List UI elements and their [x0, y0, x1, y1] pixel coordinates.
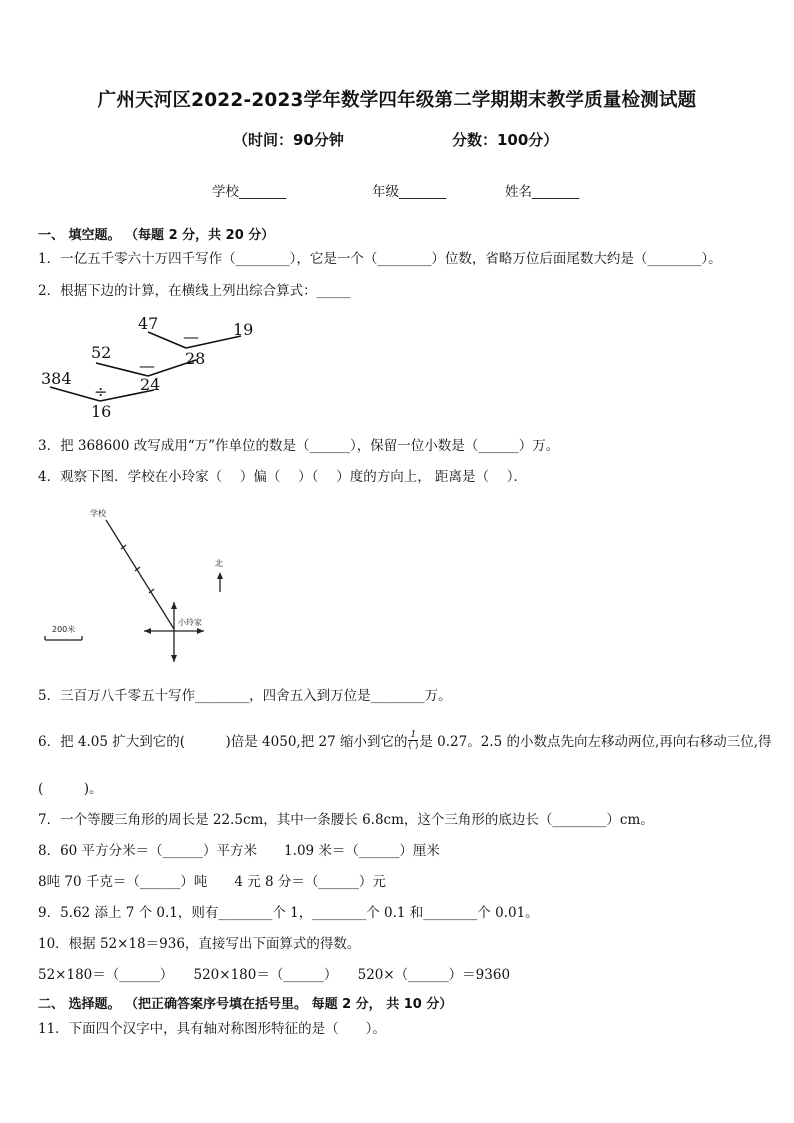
tree-line [50, 387, 100, 401]
number-16: 16 [91, 402, 112, 421]
question-2: 2．根据下边的计算，在横线上列出综合算式：_____ [38, 283, 351, 299]
north-label: 北 [215, 559, 223, 568]
exam-time: （时间：90分钟 [233, 131, 344, 149]
school-direction-line [106, 520, 174, 629]
north-arrow-head [217, 572, 223, 579]
question-4: 4．观察下图．学校在小玲家（ ）偏（ ）（ ）度的方向上， 距离是（ ）． [38, 469, 528, 485]
school-field: 学校_______ [212, 184, 287, 200]
question-1: 1．一亿五千零六十万四千写作（________），它是一个（________）位数，省略万位后面尾数大约是（________）。 [38, 251, 722, 267]
number-52: 52 [91, 343, 112, 362]
section-2-heading: 二、 选择题。 （把正确答案序号填在括号里。 每题 2 分， 共 10 分） [38, 997, 453, 1012]
minus-sign: — [139, 356, 155, 375]
question-11: 11．下面四个汉字中，具有轴对称图形特征的是（ ）。 [38, 1021, 386, 1037]
number-19: 19 [233, 320, 254, 339]
question-10-answers: 52×180＝（______） 520×180＝（______） 520×（______）＝9360 [38, 967, 511, 983]
question-6-part-a: 6．把 4.05 扩大到它的( )倍是 4050,把 27 缩小到它的 [38, 734, 408, 750]
direction-map-figure [40, 500, 240, 670]
exam-title: 广州天河区2022-2023学年数学四年级第二学期期末教学质量检测试题 [97, 90, 697, 111]
question-8-line-1: 8．60 平方分米＝（______）平方米 1.09 米＝（______）厘米 [38, 843, 440, 859]
scale-label: 200米 [52, 625, 76, 634]
number-28: 28 [185, 349, 206, 368]
grade-field: 年级_______ [372, 184, 447, 200]
arrow-head [171, 655, 177, 662]
tree-line [148, 332, 186, 348]
division-sign: ÷ [94, 382, 108, 401]
minus-sign: — [183, 327, 199, 346]
fraction [408, 730, 418, 751]
question-6-answer: ( )。 [38, 781, 103, 797]
home-label: 小玲家 [178, 618, 202, 627]
question-6-part-b: 是 0.27。2.5 的小数点先向左移动两位,再向右移动三位,得 [419, 734, 772, 750]
question-6 [38, 732, 772, 753]
question-10: 10．根据 52×18＝936，直接写出下面算式的得数。 [38, 936, 361, 952]
question-9: 9．5.62 添上 7 个 0.1，则有________个 1，________个 0.1 和________个 0.01。 [38, 905, 539, 921]
question-3: 3．把 368600 改写成用“万”作单位的数是（______），保留一位小数是（______）万。 [38, 438, 560, 454]
number-384: 384 [41, 369, 72, 388]
section-1-heading: 一、 填空题。 （每题 2 分，共 20 分） [38, 228, 275, 243]
name-field: 姓名_______ [505, 184, 580, 200]
question-5: 5．三百万八千零五十写作________，四舍五入到万位是________万。 [38, 688, 452, 704]
number-47: 47 [138, 314, 159, 333]
arrow-head [144, 628, 151, 634]
question-8-line-2: 8吨 70 千克＝（______）吨 4 元 8 分＝（______）元 [38, 874, 386, 890]
calculation-tree-figure [36, 310, 266, 425]
fraction-denominator: ( ) [408, 741, 419, 751]
fraction-numerator: 1 [408, 730, 418, 741]
arrow-head [171, 602, 177, 609]
arrow-head [197, 628, 204, 634]
question-7: 7．一个等腰三角形的周长是 22.5cm，其中一条腰长 6.8cm，这个三角形的底边长（________）cm。 [38, 812, 654, 828]
school-label: 学校 [90, 509, 106, 518]
number-24: 24 [140, 375, 161, 394]
exam-score: 分数：100分） [452, 131, 559, 149]
